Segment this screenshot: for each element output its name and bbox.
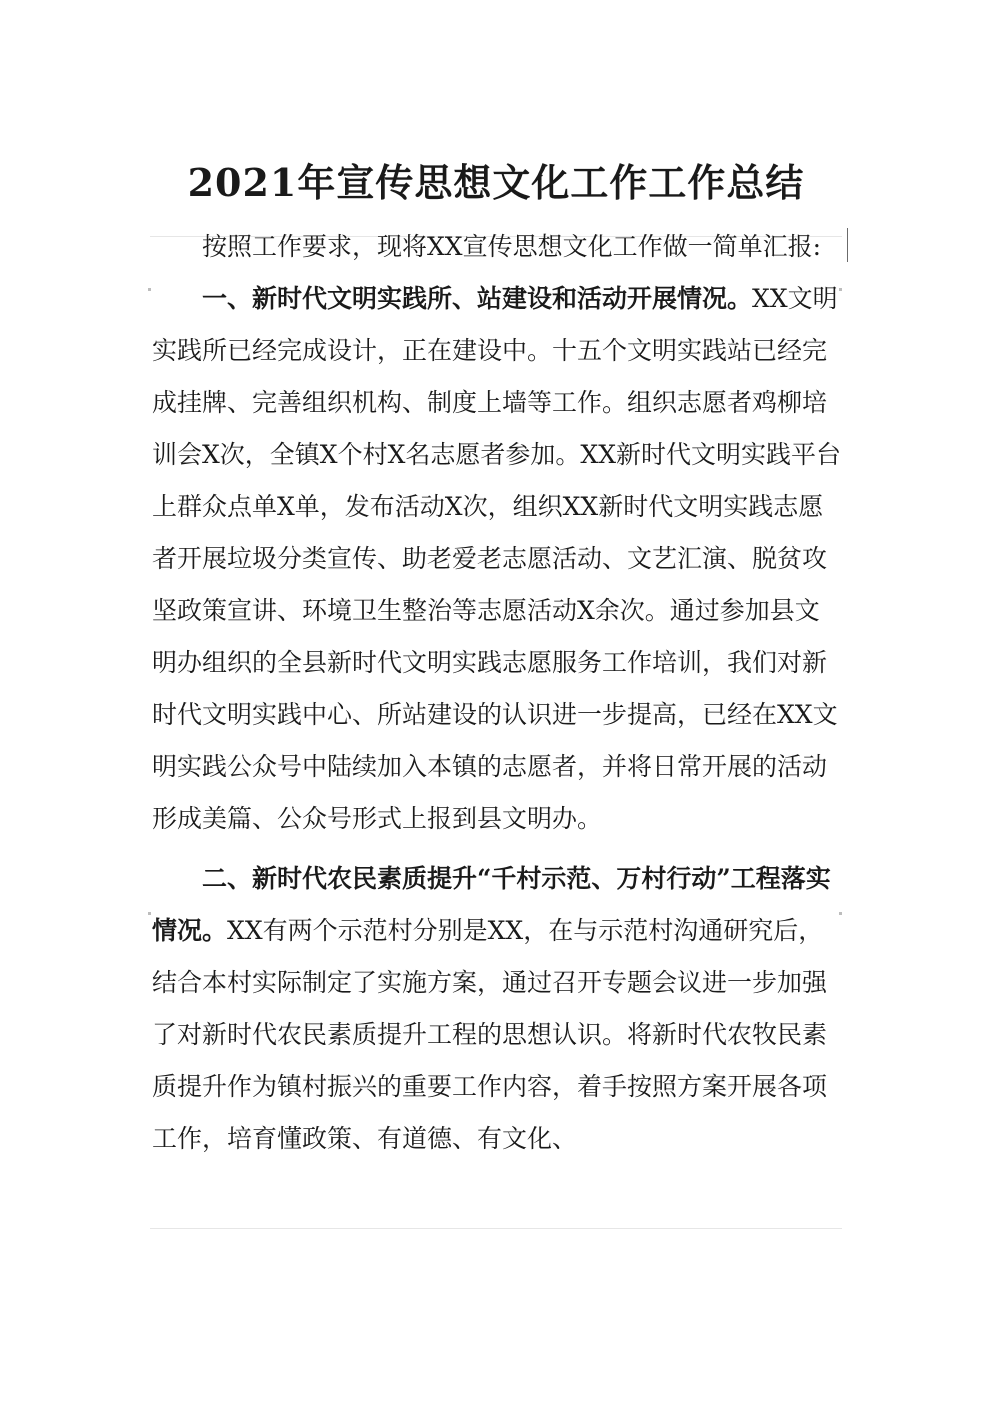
section-1-paragraph — [152, 273, 842, 845]
document-title: 2021年宣传思想文化工作工作总结 — [187, 160, 805, 205]
margin-mark — [148, 288, 151, 291]
document-body — [152, 221, 842, 1165]
margin-mark — [148, 912, 151, 915]
section-2-heading: 二、新时代农民素质提升“千村示范、万村行动”工程落实情况。 — [152, 864, 831, 945]
page-bottom-divider — [150, 1228, 842, 1229]
section-2-paragraph — [152, 853, 842, 1165]
section-1-heading: 一、新时代文明实践所、站建设和活动开展情况。 — [202, 284, 753, 313]
section-1-body: XX文明实践所已经完成设计，正在建设中。十五个文明实践站已经完成挂牌、完善组织机构、制度上墙等工作。组织志愿者鸡柳培训会X次，全镇X个村X名志愿者参加。XX新时代文明实践平台上群众点单X单，发布活动X次，组织XX新时代文明实践志愿者开展垃圾分类宣传、助老爱老志愿活动、文艺汇演、脱贫攻坚政策宣讲、环境卫生整治等志愿活动X余次。通过参加县文明办组织的全县新时代文明实践志愿服务工作培训，我们对新时代文明实践中心、所站建设的认识进一步提高，已经在XX文明实践公众号中陆续加入本镇的志愿者，并将日常开展的活动形成美篇、公众号形式上报到县文明办。 — [152, 284, 841, 833]
section-2-body: XX有两个示范村分别是XX，在与示范村沟通研究后，结合本村实际制定了实施方案，通过召开专题会议进一步加强了对新时代农民素质提升工程的思想认识。将新时代农牧民素质提升作为镇村振兴的重要工作内容，着手按照方案开展各项工作，培育懂政策、有道德、有文化、 — [152, 916, 828, 1153]
text-cursor — [847, 228, 848, 262]
intro-paragraph: 按照工作要求，现将XX宣传思想文化工作做一简单汇报: — [202, 232, 822, 261]
